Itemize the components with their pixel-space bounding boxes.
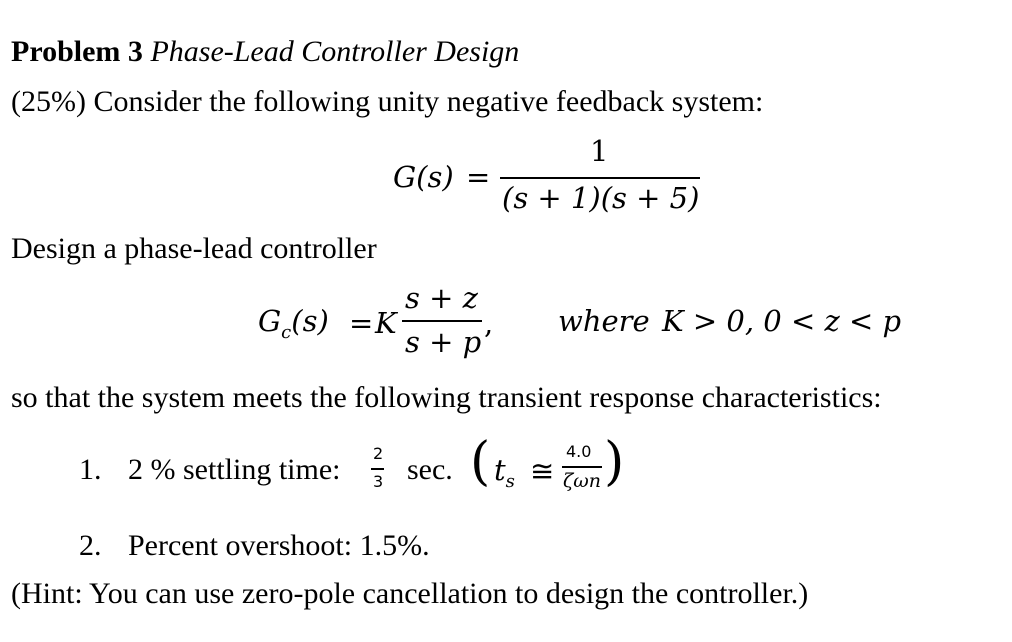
hint-open-paren: ( [470, 432, 491, 492]
controller-lhs-arg: (s) [291, 304, 329, 338]
hint-close-paren: ) [604, 432, 625, 492]
hint-fraction-bar [562, 466, 602, 468]
intro-text: (25%) Consider the following unity negative feedback system: [11, 85, 764, 118]
problem-label: Problem 3 [11, 35, 143, 68]
controller-where-word: where [558, 304, 650, 338]
requirement-1-number: 1. [79, 453, 102, 486]
hint-numerator: 4.0 [566, 442, 592, 461]
problem-topic: Phase-Lead Controller Design [150, 35, 520, 68]
meets-text: so that the system meets the following transient response characteristics: [11, 381, 882, 414]
requirement-1-text: 2 % settling time: [128, 453, 341, 486]
controller-lhs [258, 304, 329, 343]
plant-denominator: (s + 1)(s + 5) [502, 181, 700, 215]
controller-denominator: s + p [405, 325, 482, 359]
requirement-2-number: 2. [79, 529, 102, 562]
design-text: Design a phase-lead controller [11, 232, 377, 265]
plant-numerator: 1 [590, 134, 609, 168]
controller-equals: = [349, 306, 374, 340]
requirement-1-frac-den: 3 [373, 472, 384, 491]
hint-lhs-t: t [494, 453, 506, 487]
controller-condition: K > 0, 0 < z < p [662, 304, 902, 338]
controller-comma: , [484, 306, 494, 340]
hint-relation: ≅ [530, 454, 555, 488]
problem-heading [11, 37, 519, 67]
plant-lhs: G(s) [393, 160, 454, 194]
requirement-1-frac-num: 2 [373, 444, 384, 463]
hint-text: (Hint: You can use zero-pole cancellation to design the controller.) [11, 577, 809, 610]
hint-lhs [494, 453, 515, 492]
controller-lhs-g: G [258, 304, 282, 338]
controller-lhs-sub: c [281, 321, 292, 343]
controller-gain: K [375, 306, 397, 340]
requirement-1-unit: sec. [407, 453, 453, 486]
requirement-2-text: Percent overshoot: 1.5%. [128, 529, 430, 562]
controller-fraction-bar [402, 320, 482, 322]
hint-denominator: ζωn [563, 470, 602, 492]
plant-equals: = [466, 160, 491, 194]
plant-fraction-bar [500, 177, 700, 179]
requirement-1-frac-bar [371, 468, 384, 470]
hint-lhs-sub: s [505, 470, 515, 492]
controller-numerator: s + z [405, 281, 478, 315]
